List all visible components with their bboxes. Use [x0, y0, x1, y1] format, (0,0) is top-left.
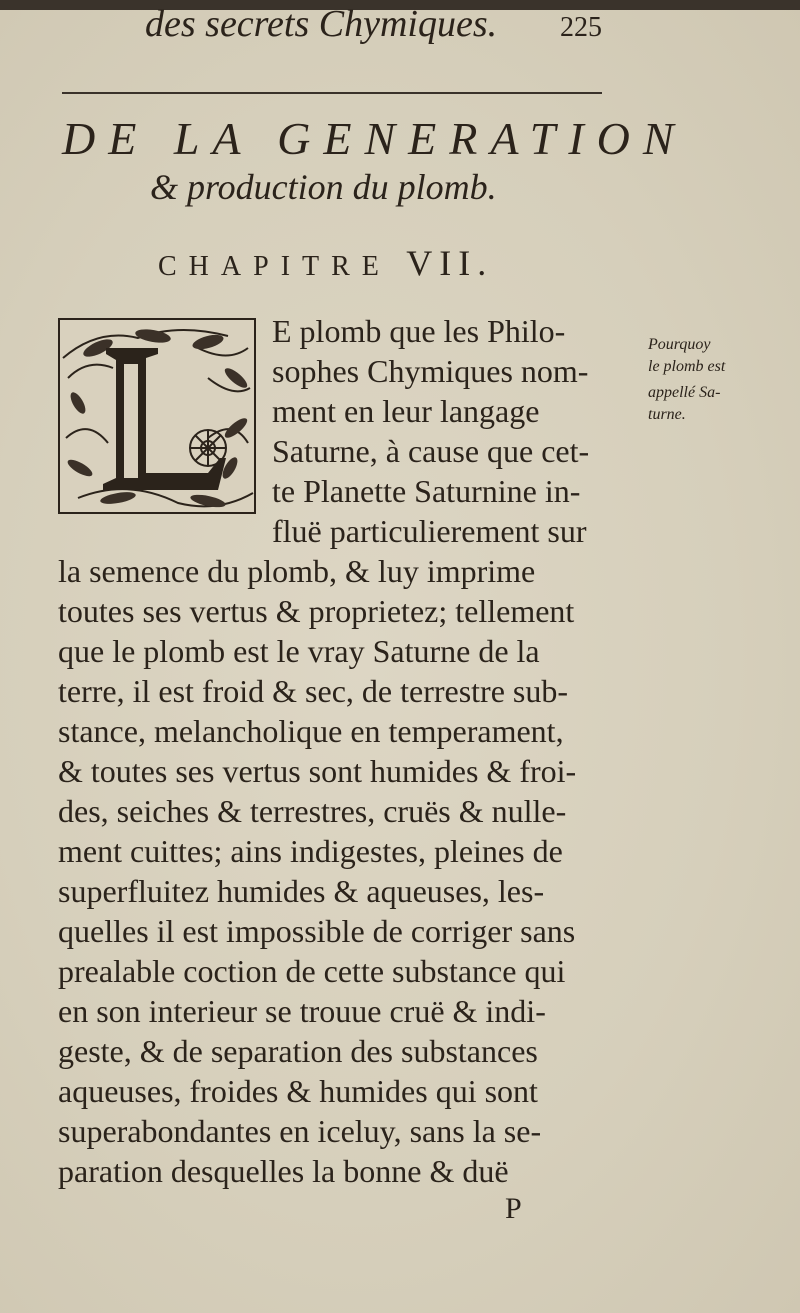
decorated-initial: [58, 318, 256, 514]
body-line-22: paration desquelles la bonne & duë: [58, 1153, 509, 1189]
body-line-20: aqueuses, froides & humides qui sont: [58, 1073, 538, 1109]
body-line-11: stance, melancholique en temperament,: [58, 713, 564, 749]
running-head: des secrets Chymiques.: [145, 3, 498, 45]
body-line-13: des, seiches & terrestres, cruës & nulle-: [58, 793, 567, 829]
signature-mark: P: [505, 1192, 522, 1225]
page-number: 225: [560, 12, 602, 43]
marginal-note-line-4: turne.: [648, 406, 686, 423]
body-line-8: toutes ses vertus & proprietez; tellement: [58, 593, 575, 629]
body-line-1: E plomb que les Philo-: [272, 313, 566, 349]
body-line-4: Saturne, à cause que cet-: [272, 433, 590, 469]
body-line-3: ment en leur langage: [272, 393, 540, 429]
body-line-14: ment cuittes; ains indigestes, pleines de: [58, 833, 563, 869]
body-line-9: que le plomb est le vray Saturne de la: [58, 633, 540, 669]
marginal-note-line-1: Pourquoy: [648, 336, 711, 353]
floral-initial-icon: [58, 318, 256, 514]
body-line-18: en son interieur se trouue cruë & indi-: [58, 993, 546, 1029]
chapter-label: CHAPITRE: [158, 251, 391, 282]
body-line-17: prealable coction de cette substance qui: [58, 953, 566, 989]
marginal-note-line-2: le plomb est: [648, 358, 726, 375]
body-line-12: & toutes ses vertus sont humides & froi-: [58, 753, 577, 789]
marginal-note-line-3: appellé Sa-: [648, 384, 721, 401]
body-line-16: quelles il est impossible de corriger sans: [58, 913, 576, 949]
body-line-15: superfluitez humides & aqueuses, les-: [58, 873, 545, 909]
body-line-2: sophes Chymiques nom-: [272, 353, 589, 389]
chapter-title: DE LA GENERATION: [62, 113, 687, 164]
chapter-subtitle: & production du plomb.: [150, 167, 497, 207]
chapter-heading: [158, 242, 493, 284]
header-rule: [62, 92, 602, 94]
body-line-19: geste, & de separation des substances: [58, 1033, 538, 1069]
body-line-6: fluë particulierement sur: [272, 513, 587, 549]
body-line-21: superabondantes en iceluy, sans la se-: [58, 1113, 542, 1149]
body-line-10: terre, il est froid & sec, de terrestre sub-: [58, 673, 569, 709]
body-line-5: te Planette Saturnine in-: [272, 473, 581, 509]
body-line-7: la semence du plomb, & luy imprime: [58, 553, 536, 589]
chapter-number: VII.: [406, 243, 494, 283]
